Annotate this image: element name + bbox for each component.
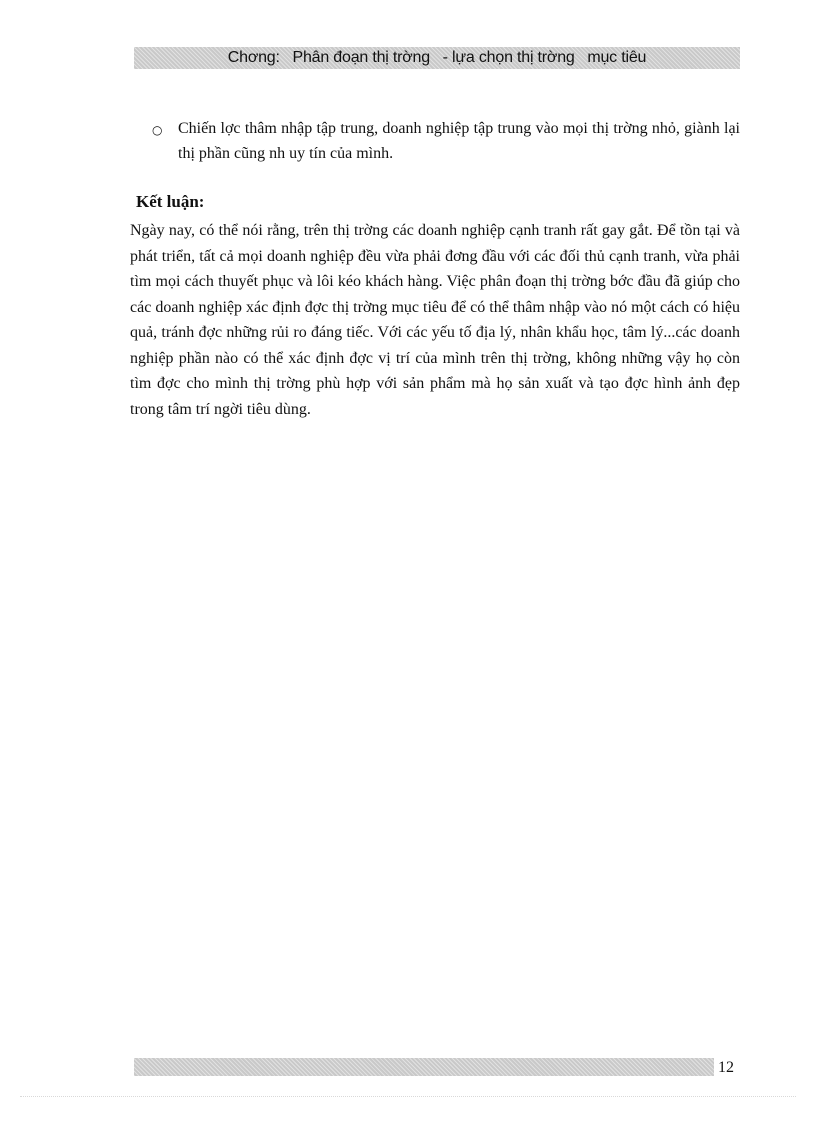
- circle-bullet-icon: ○: [152, 123, 163, 137]
- bullet-list-item: [152, 116, 740, 166]
- conclusion-paragraph: Ngày nay, có thể nói rằng, trên thị trờng các doanh nghiệp cạnh tranh rất gay gắt. Để tồn tại và phát triển, tất cả mọi doanh nghiệp đều vừa phải đơng đầu với các đối thủ cạnh tranh, vừa phải tìm mọi cách thuyết phục và lôi kéo khách hàng. Việc phân đoạn thị trờng bớc đầu đã giúp cho các doanh nghiệp xác định đợc thị trờng mục tiêu để có thể thâm nhập vào nó một cách có hiệu quả, tránh đợc những rủi ro đáng tiếc. Với các yếu tố địa lý, nhân khẩu học, tâm lý...các doanh nghiệp phần nào có thể xác định đợc vị trí của mình trên thị trờng, không những vậy họ còn tìm đợc cho mình thị trờng phù hợp với sản phẩm mà họ sản xuất và tạo đợc hình ảnh đẹp trong tâm trí ngời tiêu dùng.: [130, 222, 740, 418]
- bullet-text: Chiến lợc thâm nhập tập trung, doanh nghiệp tập trung vào mọi thị trờng nhỏ, giành lại thị phần cũng nh uy tín của mình.: [178, 120, 740, 162]
- page-number: 12: [718, 1059, 734, 1076]
- page-header-bar: [134, 47, 740, 69]
- conclusion-heading: Kết luận:: [136, 192, 205, 211]
- chapter-title: Chơng: Phân đoạn thị trờng - lựa chọn thị trờng mục tiêu: [227, 49, 647, 66]
- page-footer-bar: [134, 1058, 714, 1076]
- page-bottom-divider: [20, 1096, 796, 1097]
